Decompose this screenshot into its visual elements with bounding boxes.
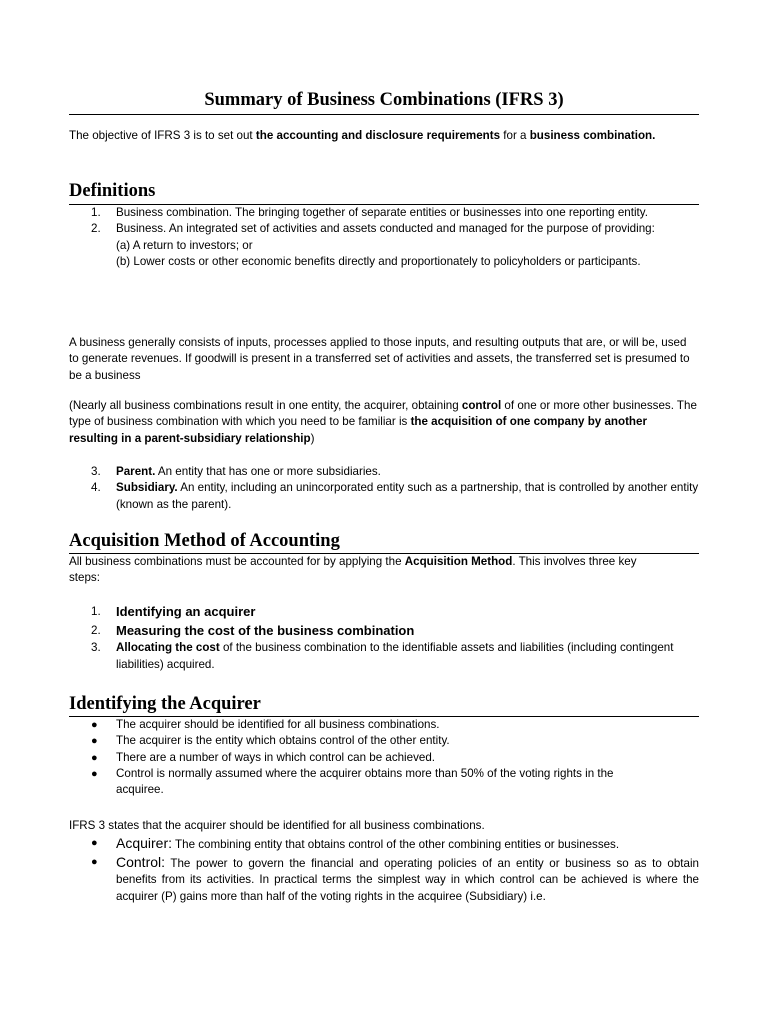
definition-term: Business combination. [116, 206, 232, 219]
bullet-icon: ● [91, 855, 98, 868]
definition-subitem: (a) A return to investors; or [116, 238, 253, 252]
bullet-icon: ● [91, 767, 98, 780]
list-item [69, 854, 699, 906]
list-number: 2. [91, 222, 101, 236]
term-text: The combining entity that obtains control of the other combining entities or businesses. [172, 838, 620, 851]
list-item [69, 733, 699, 749]
note-text: (Nearly all business combinations result in one entity, the acquirer, obtaining [69, 399, 462, 412]
definition-text: An integrated set of activities and assets conducted and managed for the purpose of providing: [166, 222, 655, 236]
list-number: 3. [91, 465, 101, 478]
acquisition-heading: Acquisition Method of Accounting [69, 531, 340, 551]
note-text-end: ) [310, 431, 315, 445]
acquisition-intro-text-end: . This involves three key steps: [69, 555, 637, 585]
term-text: The power to govern the financial and operating policies of an entity or business so as to obtain benefits from its activities. In practical terms the simplest way in which control can be achieved is where the acquirer (P) gains more than half of the voting rights in the acquiree (Subsidiary) i.e. [116, 856, 699, 903]
definition-term: Subsidiary. [116, 481, 178, 495]
identifying-heading: Identifying the Acquirer [69, 694, 261, 714]
list-number: 2. [91, 623, 101, 637]
bullet-text: Control is normally assumed where the acquirer obtains more than 50% of the voting rights in the acquiree. [116, 766, 614, 797]
bullet-text: There are a number of ways in which control can be achieved. [116, 750, 435, 764]
title-rule [69, 114, 699, 115]
term-label: Acquirer: [116, 835, 173, 851]
list-item [69, 464, 699, 480]
intro-bold-1: the accounting and disclosure requirements [255, 129, 501, 142]
list-number: 4. [91, 481, 101, 495]
definition-text: The bringing together of separate entities or businesses into one reporting entity. [232, 206, 648, 219]
list-item [69, 480, 699, 513]
step-bold: Measuring the cost of the business combination [116, 622, 415, 638]
identifying-terms [69, 835, 699, 905]
definition-text: An entity, including an unincorporated entity such as a partnership, that is controlled by another entity (known as the parent). [116, 481, 699, 511]
list-item [69, 766, 636, 799]
term-label: Control: [116, 853, 166, 870]
bullet-text: The acquirer should be identified for all business combinations. [116, 718, 440, 731]
definitions-heading: Definitions [69, 181, 156, 201]
bullet-icon: ● [91, 719, 98, 731]
list-item [69, 622, 699, 641]
acquisition-intro [69, 554, 659, 587]
note-bold: control [461, 399, 502, 412]
intro-bold-2: business combination. [529, 129, 656, 142]
ifrs-statement: IFRS 3 states that the acquirer should be identified for all business combinations. [69, 819, 485, 832]
intro-text: The objective of IFRS 3 is to set out [69, 129, 256, 142]
definition-text: An entity that has one or more subsidiaries. [155, 465, 381, 478]
intro-text-mid: for a [500, 129, 530, 142]
bullet-text: The acquirer is the entity which obtains control of the other entity. [116, 734, 450, 748]
note-text-mid: of one or more other businesses. The type of business combination with which you need to be familiar is [69, 399, 697, 429]
list-item [69, 640, 699, 673]
bullet-icon: ● [91, 837, 98, 849]
list-number: 3. [91, 641, 101, 654]
definitions-list-continued [69, 464, 699, 513]
list-number: 1. [91, 206, 101, 219]
page-title: Summary of Business Combinations (IFRS 3) [204, 90, 564, 110]
list-item [69, 205, 699, 221]
business-paragraph: A business generally consists of inputs, processes applied to those inputs, and resulting outputs that are, or will be, used to generate revenues. If goodwill is present in a transferred set of activities and assets, the transferred set is presumed to be a business [69, 336, 690, 382]
list-item [69, 603, 699, 622]
definition-subitem: (b) Lower costs or other economic benefits directly and proportionately to policyholders or participants. [116, 254, 641, 268]
acquisition-intro-bold: Acquisition Method [404, 555, 513, 568]
list-item [69, 717, 699, 733]
acquisition-intro-text: All business combinations must be accounted for by applying the [69, 555, 405, 568]
acquisition-steps [69, 603, 699, 673]
definition-term: Parent. [116, 465, 156, 478]
list-number: 1. [91, 605, 101, 618]
list-item [69, 835, 699, 854]
intro-paragraph [69, 128, 699, 144]
bullet-icon: ● [91, 735, 98, 748]
definition-term: Business. [116, 222, 167, 236]
definitions-list [69, 205, 699, 270]
list-item [69, 221, 699, 270]
step-text: of the business combination to the identifiable assets and liabilities (including contingent liabilities) acquired. [116, 641, 674, 671]
list-item [69, 750, 699, 766]
note-paragraph [69, 398, 699, 447]
bullet-icon: ● [91, 751, 98, 764]
step-bold: Identifying an acquirer [116, 604, 256, 619]
identifying-bullets [69, 717, 699, 798]
step-bold: Allocating the cost [116, 641, 220, 654]
note-bold-2: the acquisition of one company by another resulting in a parent-subsidiary relationship [69, 415, 647, 445]
